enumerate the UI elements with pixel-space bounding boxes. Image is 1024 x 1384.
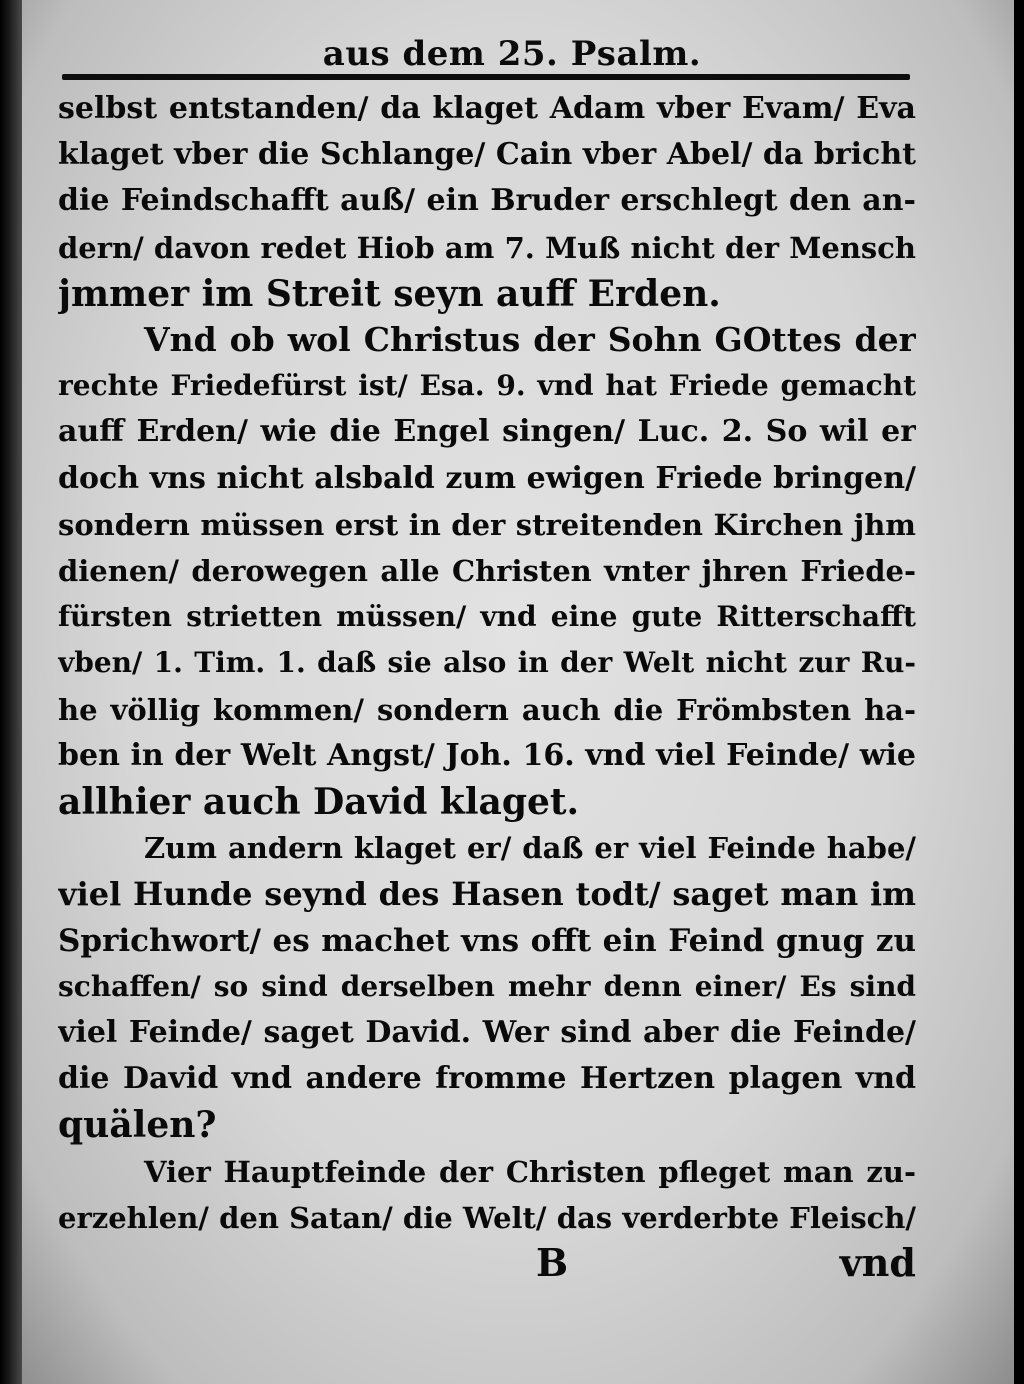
text-line: ben in der Welt Angst/ Joh. 16. vnd viel Feinde/ wie [58, 737, 916, 773]
text-line: rechte Friedefürst ist/ Esa. 9. vnd hat Friede gemacht [58, 369, 916, 403]
text-line: die David vnd andere fromme Hertzen plagen vnd [58, 1061, 916, 1097]
running-head: aus dem 25. Psalm. [322, 34, 702, 74]
text-line: dern/ davon redet Hiob am 7. Muß nicht der Mensch [58, 230, 916, 265]
header-rule [62, 74, 910, 80]
text-line: klaget vber die Schlange/ Cain vber Abel/ da bricht [58, 137, 916, 173]
text-line: he völlig kommen/ sondern auch die Frömbsten ha- [58, 692, 916, 727]
paragraph-start-line: Vnd ob wol Christus der Sohn GOttes der [144, 320, 916, 360]
body-text [58, 86, 916, 1241]
page-left-edge-shadow [0, 0, 22, 1384]
text-line: auff Erden/ wie die Engel singen/ Luc. 2. So wil er [58, 414, 916, 450]
text-line: dienen/ derowegen alle Christen vnter jhren Friede- [58, 554, 916, 589]
text-line: erzehlen/ den Satan/ die Welt/ das verderbte Fleisch/ [58, 1200, 916, 1235]
text-line: allhier auch David klaget. [58, 781, 580, 824]
signature-mark: B [536, 1240, 569, 1285]
text-line: sondern müssen erst in der streitenden Kirchen jhm [58, 507, 916, 542]
page-footer [58, 1240, 916, 1286]
text-line: schaffen/ so sind derselben mehr denn einer/ Es sind [58, 969, 916, 1003]
text-line: fürsten strietten müssen/ vnd eine gute Ritterschafft [58, 600, 916, 634]
text-line: doch vns nicht alsbald zum ewigen Friede bringen/ [58, 460, 916, 496]
catchword: vnd [839, 1240, 916, 1285]
text-line: jmmer im Streit seyn auff Erden. [58, 272, 721, 315]
text-line: vben/ 1. Tim. 1. daß sie also in der Welt nicht zur Ru- [58, 646, 916, 680]
paragraph-start-line: Vier Hauptfeinde der Christen pfleget man zu- [144, 1154, 916, 1189]
text-line: quälen? [58, 1104, 217, 1147]
paragraph-start-line: Zum andern klaget er/ daß er viel Feinde habe/ [144, 831, 916, 866]
text-line: Sprichwort/ es machet vns offt ein Feind gnug zu [58, 922, 916, 959]
text-line: viel Feinde/ saget David. Wer sind aber die Feinde/ [58, 1015, 916, 1051]
text-line: viel Hunde seynd des Hasen todt/ saget man im [58, 875, 916, 914]
text-line: selbst entstanden/ da klaget Adam vber Evam/ Eva [58, 91, 916, 126]
text-line: die Feindschafft auß/ ein Bruder erschlegt den an- [58, 183, 916, 219]
